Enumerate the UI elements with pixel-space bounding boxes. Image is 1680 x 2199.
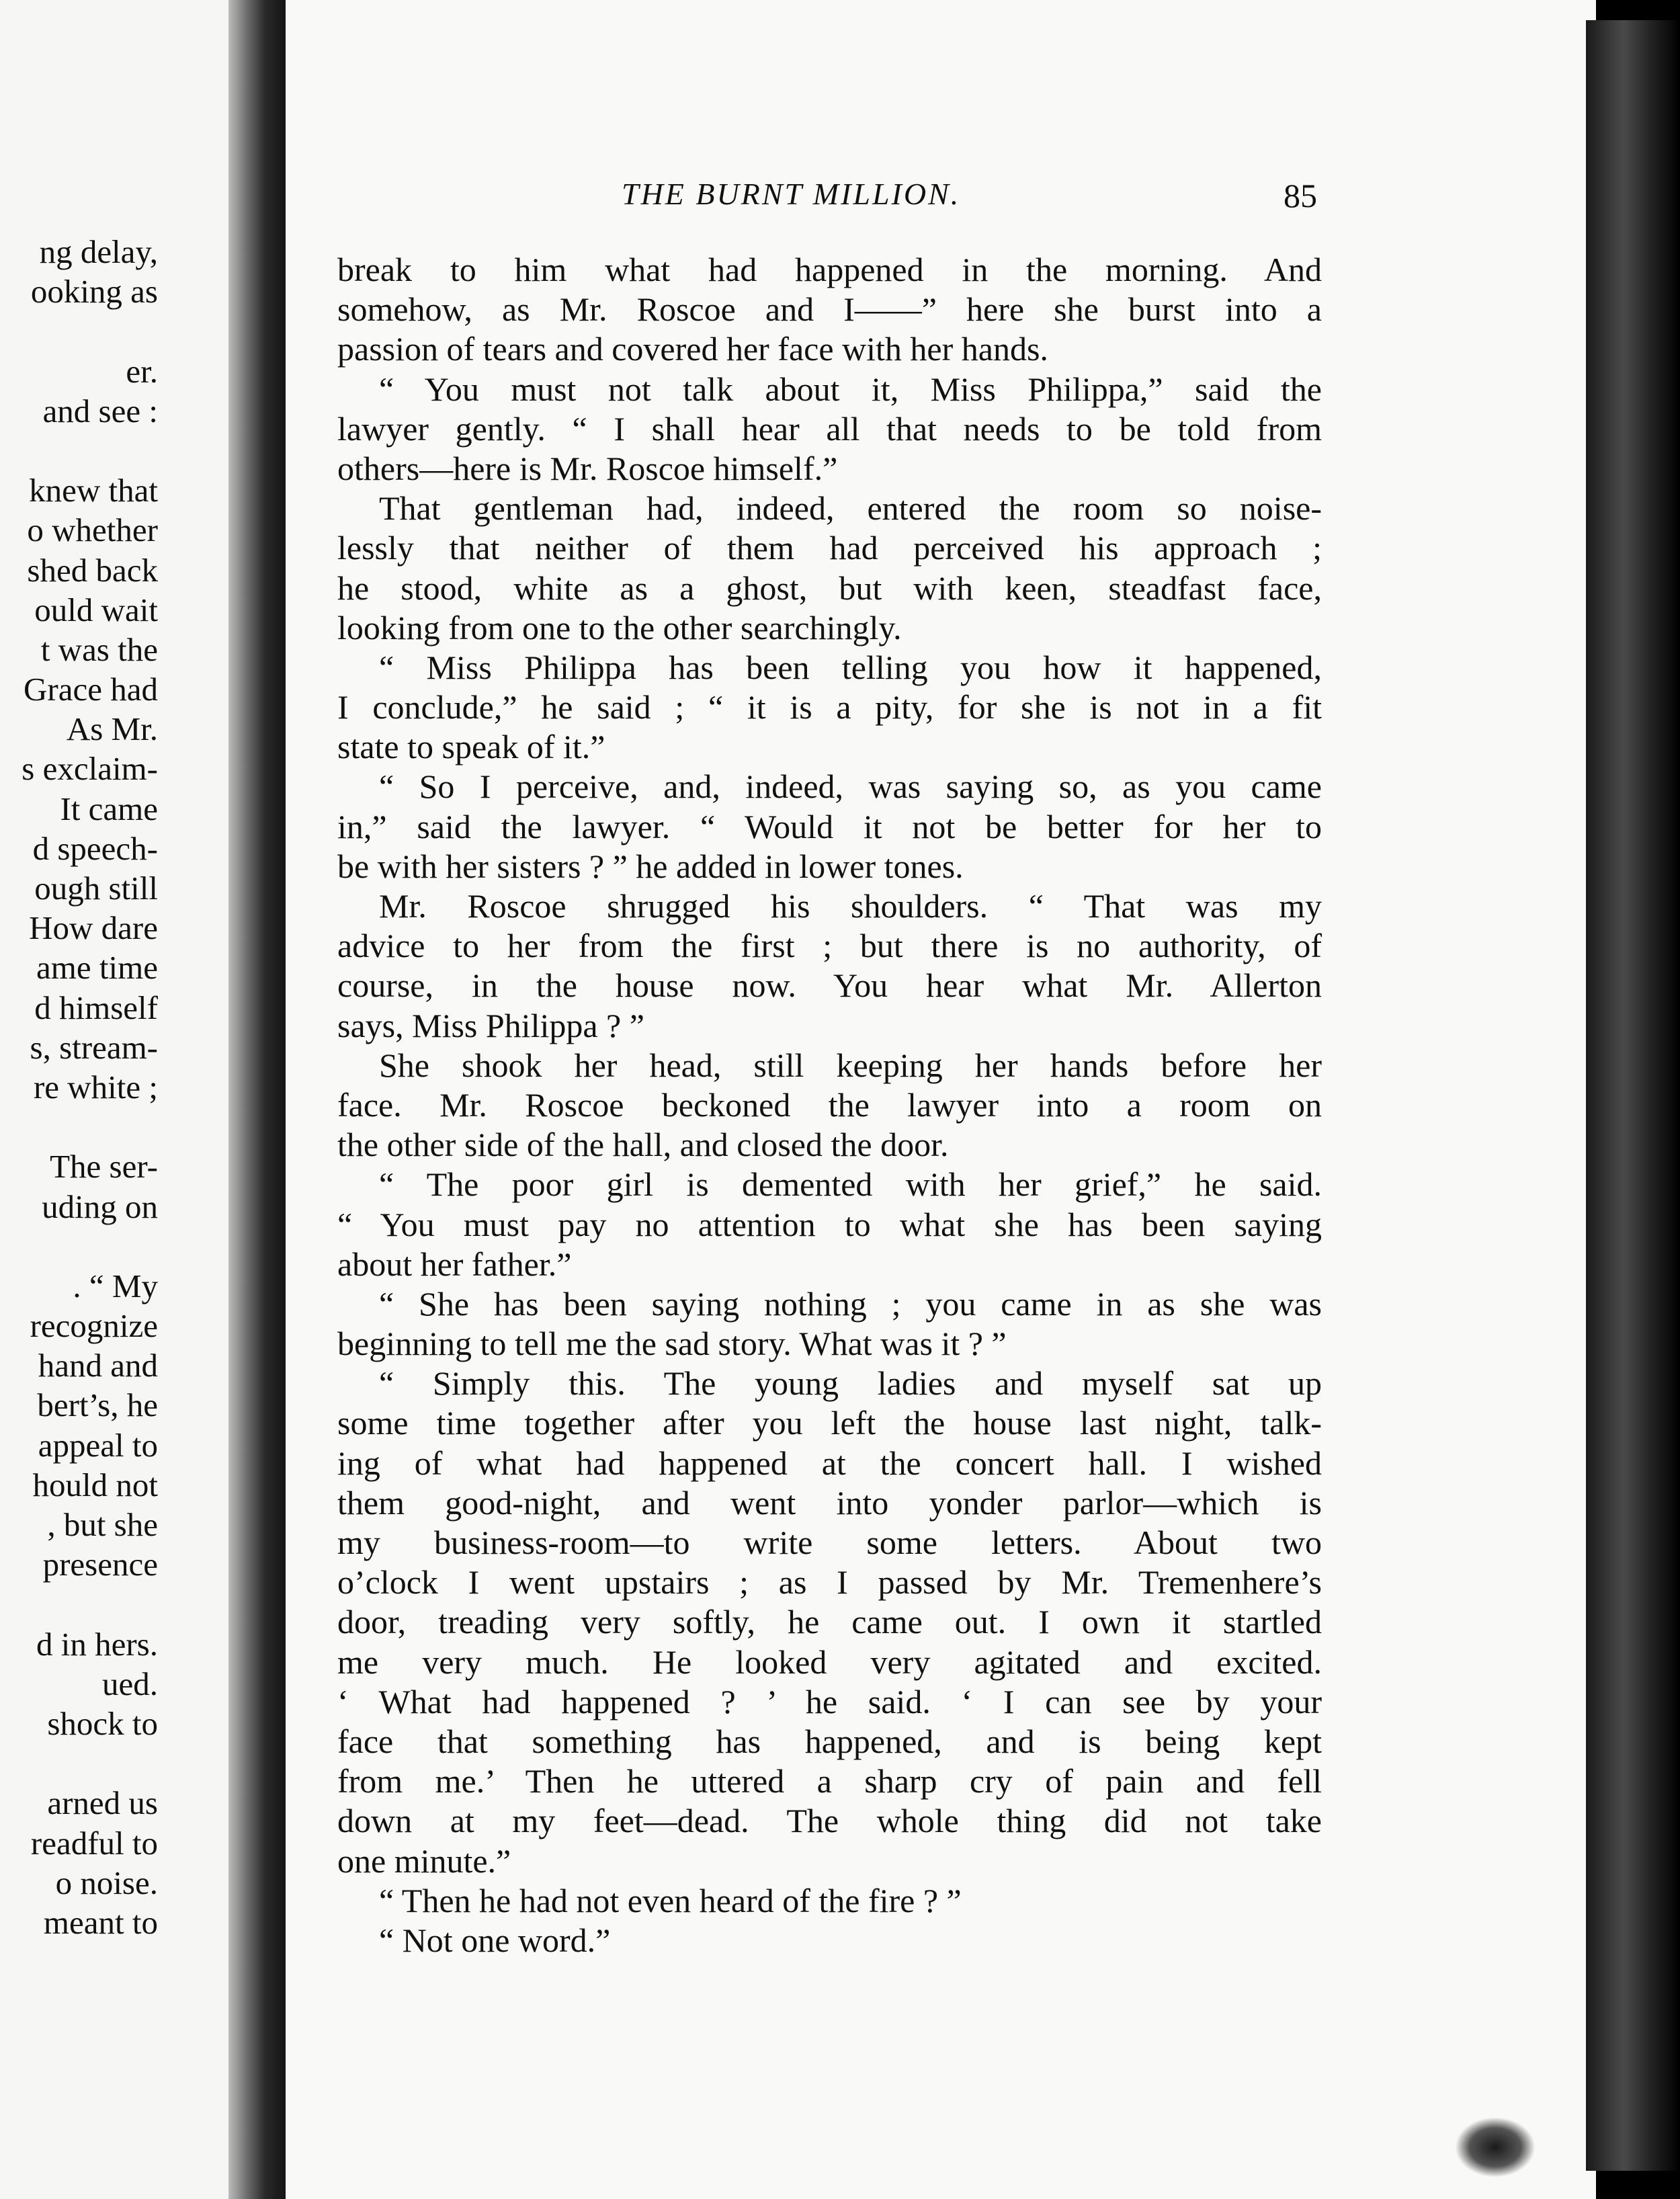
text-line: “ The poor girl is demented with her grief,” he said. (379, 1165, 1322, 1204)
previous-page-line: uding on (42, 1188, 158, 1225)
text-line: others—here is Mr. Roscoe himself.” (337, 449, 838, 487)
previous-page-line: d in hers. (36, 1625, 158, 1663)
text-line: ing of what had happened at the concert hall. I wished (337, 1444, 1322, 1482)
previous-page-line: hould not (32, 1466, 158, 1503)
text-line: from me.’ Then he uttered a sharp cry of pain and fell (337, 1762, 1322, 1800)
text-line: face. Mr. Roscoe beckoned the lawyer into a room on (337, 1085, 1322, 1124)
text-line: “ You must not talk about it, Miss Philippa,” said the (379, 370, 1322, 408)
text-line: in,” said the lawyer. “ Would it not be better for her to (337, 807, 1322, 845)
text-line: She shook her head, still keeping her hands before her (379, 1046, 1322, 1084)
text-line: face that something has happened, and is being kept (337, 1722, 1322, 1760)
text-line: somehow, as Mr. Roscoe and I——” here she burst into a (337, 290, 1322, 329)
book-gutter (228, 0, 289, 2199)
text-line: Mr. Roscoe shrugged his shoulders. “ That was my (379, 887, 1322, 925)
previous-page-line: presence (42, 1546, 158, 1583)
previous-page-line: t was the (40, 630, 158, 668)
previous-page-line: shock to (47, 1704, 158, 1742)
text-line: passion of tears and covered her face with her hands. (337, 330, 1048, 368)
text-line: course, in the house now. You hear what Mr. Allerton (337, 966, 1322, 1005)
previous-page-line: s, stream- (30, 1028, 158, 1066)
running-title: THE BURNT MILLION. (622, 177, 961, 211)
previous-page-line: meant to (43, 1903, 158, 1941)
previous-page-line: knew that (29, 472, 158, 509)
text-line: he stood, white as a ghost, but with keen, steadfast face, (337, 569, 1322, 607)
previous-page-line: The ser- (50, 1148, 158, 1186)
previous-page-line: , but she (47, 1506, 158, 1543)
text-line: door, treading very softly, he came out. I own it startled (337, 1603, 1322, 1641)
previous-page-line: ould wait (34, 591, 158, 628)
text-line: my business-room—to write some letters. About two (337, 1524, 1322, 1561)
text-line: I conclude,” he said ; “ it is a pity, for she is not in a fit (337, 688, 1322, 727)
previous-page-line: It came (60, 790, 158, 827)
previous-page-line: ame time (36, 949, 158, 987)
previous-page-line: ooking as (30, 273, 158, 310)
text-line: “ Then he had not even heard of the fire ? ” (379, 1881, 962, 1919)
text-line: some time together after you left the house last night, talk- (337, 1404, 1322, 1442)
previous-page-line: d himself (34, 989, 158, 1026)
text-line: advice to her from the first ; but there is no authority, of (337, 927, 1322, 965)
previous-page-line: o whether (27, 511, 158, 549)
previous-page-line: arned us (47, 1784, 158, 1822)
text-line: That gentleman had, indeed, entered the room so noise- (379, 489, 1322, 528)
previous-page-line (0, 1743, 158, 1783)
previous-page-line: re white ; (33, 1068, 158, 1106)
text-line: “ Miss Philippa has been telling you how it happened, (379, 648, 1322, 686)
previous-page-line: ough still (34, 870, 158, 907)
text-line: down at my feet—dead. The whole thing did not take (337, 1802, 1322, 1840)
previous-page-line (0, 431, 158, 470)
previous-page-text (0, 232, 158, 1942)
text-line: “ Not one word.” (379, 1921, 611, 1959)
previous-page-line: bert’s, he (37, 1386, 158, 1424)
text-line: them good-night, and went into yonder parlor—which is (337, 1483, 1322, 1522)
text-line: “ She has been saying nothing ; you came in as she was (379, 1284, 1322, 1323)
previous-page-line: o noise. (55, 1864, 158, 1901)
previous-page-line: ued. (102, 1665, 158, 1702)
scan-blemish (1455, 2117, 1536, 2177)
text-line: one minute.” (337, 1841, 511, 1880)
text-line: lawyer gently. “ I shall hear all that needs to be told from (337, 409, 1322, 448)
text-line: the other side of the hall, and closed the door. (337, 1126, 949, 1164)
previous-page-line: As Mr. (66, 710, 158, 748)
text-line: “ So I perceive, and, indeed, was saying so, as you came (379, 767, 1322, 806)
text-line: beginning to tell me the sad story. What was it ? ” (337, 1325, 1007, 1363)
previous-page-line (0, 1107, 158, 1147)
previous-page-line: . “ My (73, 1267, 158, 1304)
previous-page-line: readful to (30, 1824, 158, 1862)
previous-page-line: appeal to (38, 1426, 158, 1464)
text-line: about her father.” (337, 1245, 572, 1283)
previous-page-line (0, 311, 158, 351)
page-number: 85 (1284, 177, 1317, 214)
previous-page-line: How dare (29, 909, 158, 947)
previous-page-line: recognize (30, 1307, 158, 1345)
previous-page-line: shed back (27, 551, 158, 589)
text-line: “ Simply this. The young ladies and myself sat up (379, 1364, 1322, 1403)
text-line: lessly that neither of them had perceived his approach ; (337, 529, 1322, 567)
previous-page-line: and see : (42, 392, 158, 429)
text-line: “ You must pay no attention to what she has been saying (337, 1205, 1322, 1243)
previous-page (0, 0, 242, 2199)
text-line: break to him what had happened in the morning. And (337, 251, 1322, 288)
previous-page-line: s exclaim- (22, 750, 158, 788)
previous-page-line: er. (126, 352, 158, 390)
text-line: state to speak of it.” (337, 728, 605, 766)
text-line: ‘ What had happened ? ’ he said. ‘ I can see by your (337, 1682, 1322, 1720)
page-edge (1586, 20, 1680, 2171)
text-line: be with her sisters ? ” he added in lower tones. (337, 847, 964, 885)
previous-page-line: d speech- (32, 829, 158, 867)
previous-page-line: ng delay, (39, 233, 158, 270)
text-line: me very much. He looked very agitated and excited. (337, 1643, 1322, 1681)
previous-page-line: Grace had (24, 671, 158, 708)
text-line: o’clock I went upstairs ; as I passed by Mr. Tremenhere’s (337, 1563, 1322, 1602)
previous-page-line (0, 1227, 158, 1266)
body-text (337, 250, 1322, 1960)
text-line: looking from one to the other searchingly. (337, 608, 902, 647)
previous-page-line (0, 1584, 158, 1624)
text-line: says, Miss Philippa ? ” (337, 1006, 644, 1044)
previous-page-line: hand and (38, 1347, 158, 1384)
